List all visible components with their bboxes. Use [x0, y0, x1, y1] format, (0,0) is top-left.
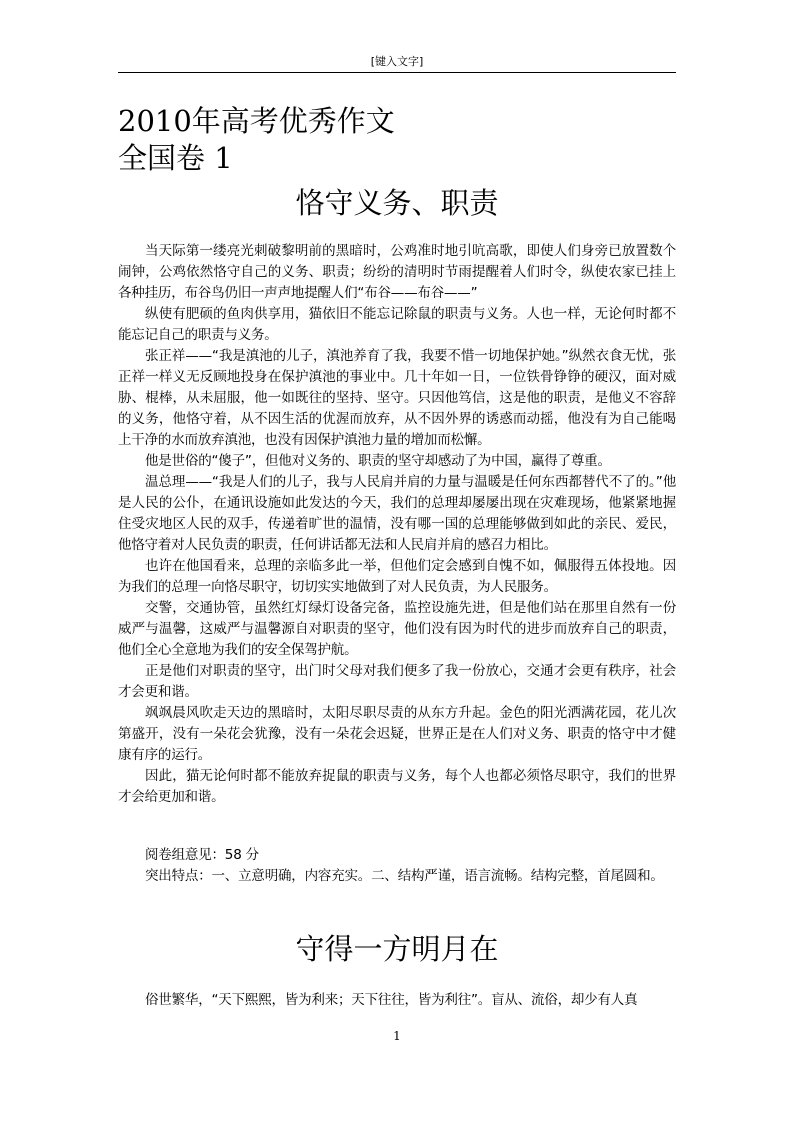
paragraph: 也许在他国看来，总理的亲临多此一举，但他们定会感到自愧不如，佩服得五体投地。因为我们的总理一向恪尽职守，切切实实地做到了对人民负责，为人民服务。: [118, 558, 676, 595]
paragraph: 纵使有肥硕的鱼肉供享用，猫依旧不能忘记除鼠的职责与义务。人也一样，无论何时都不能忘记自己的职责与义务。: [118, 306, 676, 343]
paragraph: 张正祥——“我是滇池的儿子，滇池养育了我，我要不惜一切地保护她。”纵然衣食无忧，张正祥一样义无反顾地投身在保护滇池的事业中。几十年如一日，一位铁骨铮铮的硬汉，面对威胁、棍棒，从未屈服，他一如既往的坚持、坚守。只因他笃信，这是他的职责，是他义不容辞的义务，他恪守着，从不因生活的优渥而放弃，从不因外界的诱惑而动摇，他没有为自己能喝上干净的水而放弃滇池，也没有因保护滇池力量的增加而松懈。: [118, 348, 676, 448]
essay-title-1: 恪守义务、职责: [295, 186, 499, 220]
paragraph: 因此，猫无论何时都不能放弃捉鼠的职责与义务，每个人也都必须恪尽职守，我们的世界才会给更加和谐。: [118, 768, 676, 805]
paragraph: 交警，交通协管，虽然红灯绿灯设备完备，监控设施先进，但是他们站在那里自然有一份威严与温馨，这威严与温馨源自对职责的坚守，他们没有因为时代的进步而放弃自己的职责，他们全心全意地为我们的安全保驾护航。: [118, 600, 676, 658]
paragraph: 正是他们对职责的坚守，出门时父母对我们便多了我一份放心，交通才会更有秩序，社会才会更和谐。: [118, 663, 676, 700]
document-heading-exam: 全国卷 1: [118, 141, 233, 175]
document-heading-year: 2010年高考优秀作文: [118, 104, 395, 138]
page-number: 1: [393, 1029, 401, 1043]
header-divider: [118, 72, 676, 73]
review-features: 突出特点：一、立意明确，内容充实。二、结构严谨，语言流畅。结构完整，首尾圆和。: [145, 868, 664, 884]
paragraph: 飒飒晨风吹走天边的黑暗时，太阳尽职尽责的从东方升起。金色的阳光洒满花园，花儿次第盛开，没有一朵花会犹豫，没有一朵花会迟疑，世界正是在人们对义务、职责的恪守中才健康有序的运行。: [118, 705, 676, 763]
paragraph: 当天际第一缕亮光刺破黎明前的黑暗时，公鸡准时地引吭高歌，即使人们身旁已放置数个闹钟，公鸡依然恪守自己的义务、职责；纷纷的清明时节雨提醒着人们时令，纵使农家已挂上各种挂历，布谷鸟仍旧一声声地提醒人们“布谷——布谷——”: [118, 243, 676, 301]
essay-2-body: [118, 990, 676, 1011]
paragraph: 他是世俗的“傻子”，但他对义务的、职责的坚守却感动了为中国，赢得了尊重。: [145, 453, 611, 469]
review-score: 阅卷组意见：58 分: [145, 847, 259, 863]
page-header: [键入文字]: [370, 55, 424, 68]
review-comments: [118, 845, 676, 887]
paragraph: 俗世繁华，“天下熙熙，皆为利来；天下往往，皆为利往”。盲从、流俗，却少有人真: [145, 992, 638, 1008]
essay-title-2: 守得一方明月在: [295, 932, 499, 966]
paragraph: 温总理——“我是人们的儿子，我与人民肩并肩的力量与温暖是任何东西都替代不了的。”他是人民的公仆，在通讯设施如此发达的今天，我们的总理却屡屡出现在灾难现场，他紧紧地握住受灾地区人民的双手，传递着旷世的温情，没有哪一国的总理能够做到如此的亲民、爱民，他恪守着对人民负责的职责，任何讲话都无法和人民肩并肩的感召力相比。: [118, 474, 676, 553]
essay-1-body: [118, 241, 676, 808]
